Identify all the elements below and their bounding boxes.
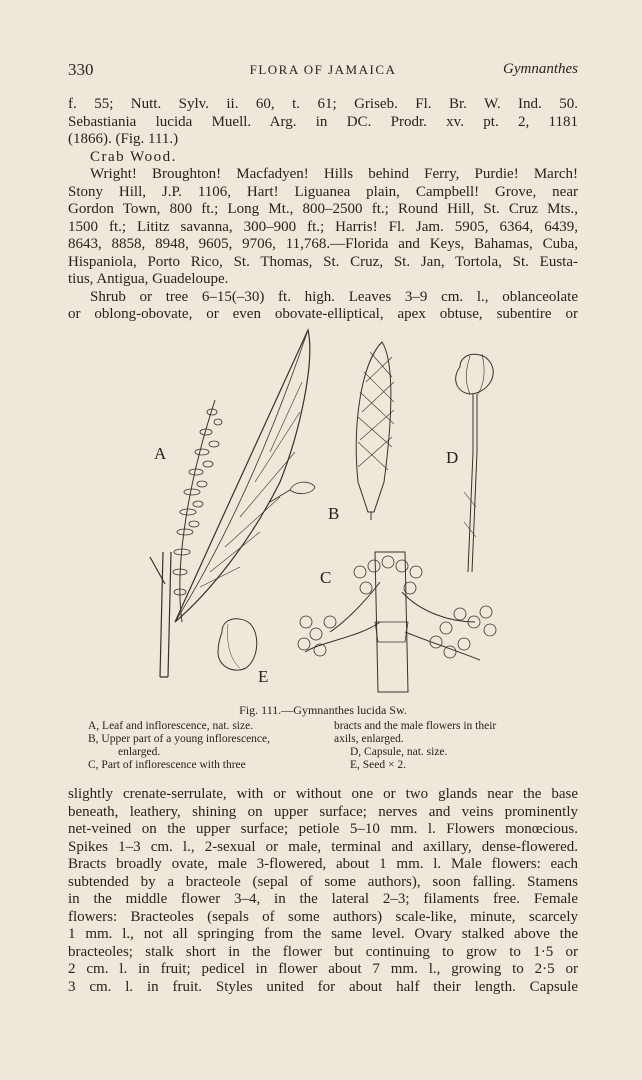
leaf-blade [175, 330, 310, 622]
text-line: Bracts broadly ovate, male 3-flowered, about 1 mm. l. Male flowers: each [68, 856, 578, 872]
capsule-d [456, 354, 494, 572]
text-line: Shrub or tree 6–15(–30) ft. high. Leaves 3–9 cm. l., oblanceolate [90, 288, 578, 305]
text-line: Sebastiania lucida Muell. Arg. in DC. Prodr. xv. pt. 2, 1181 [68, 113, 578, 130]
text-line: 3 cm. l. in fruit. Styles united for about half their length. Capsule [68, 978, 578, 995]
text-line: Hispaniola, Porto Rico, St. Thomas, St. Cruz, St. Jan, Tortola, St. Eusta- [68, 253, 578, 270]
text-line: 1 mm. l., not all springing from the same level. Ovary stalked above the [68, 926, 578, 942]
figure-label-b: B [328, 504, 340, 523]
twig-stem [160, 552, 171, 677]
legend-entry: axils, enlarged. [334, 733, 404, 745]
illustration-drawing [130, 322, 520, 702]
legend-entry: D, Capsule, nat. size. [350, 746, 448, 758]
legend-entry: enlarged. [118, 746, 161, 758]
text-line: net-veined on the upper surface; petiole 5–10 mm. l. Flowers monœcious. [68, 821, 578, 837]
legend-entry: C, Part of inflorescence with three [88, 759, 246, 771]
text-line: in the middle flower 3–4, in the lateral 2–3; filaments free. Female [68, 891, 578, 907]
text-line: Wright! Broughton! Macfadyen! Hills behind Ferry, Purdie! March! [90, 166, 578, 182]
capsule-small-a [270, 482, 315, 502]
text-line: Spikes 1–3 cm. l., 2-sexual or male, terminal and axillary, dense-flowered. [68, 838, 578, 855]
legend-entry: B, Upper part of a young inflorescence, [88, 733, 271, 745]
legend-left-column [88, 720, 323, 772]
text-line: 1500 ft.; Lititz savanna, 300–900 ft.; Harris! Fl. Jam. 5905, 6364, 6439, [68, 218, 578, 235]
text-line: slightly crenate-serrulate, with or without one or two glands near the base [68, 786, 578, 802]
text-line: f. 55; Nutt. Sylv. ii. 60, t. 61; Griseb. Fl. Br. W. Ind. 50. [68, 96, 578, 112]
running-title: FLORA OF JAMAICA [249, 62, 397, 77]
seed-e [218, 619, 257, 670]
inflorescence-a [180, 400, 215, 622]
legend-right-column [334, 720, 569, 772]
young-inflorescence-b [356, 342, 394, 520]
text-line: tius, Antigua, Guadeloupe. [68, 271, 229, 287]
text-block-top [68, 96, 578, 324]
text-line: or oblong-obovate, or even obovate-elliptical, apex obtuse, subentire or [68, 306, 578, 322]
legend-entry: A, Leaf and inflorescence, nat. size. [88, 720, 254, 732]
text-line: bracteoles; stalk short in the flower but continuing to grow to 1·5 or [68, 943, 578, 960]
common-name: Crab Wood. [90, 148, 177, 165]
text-line: subtended by a bracteole (sepal of some authors), soon falling. Stamens [68, 873, 578, 890]
page-header [68, 60, 578, 82]
figure-label-e: E [258, 667, 269, 686]
text-line: 2 cm. l. in fruit; pedicel in flower about 7 mm. l., growing to 2·5 or [68, 961, 578, 977]
figure-label-c: C [320, 568, 332, 587]
figure-caption: Fig. 111.—Gymnanthes lucida Sw. [239, 703, 407, 717]
text-block-bottom [68, 786, 578, 996]
running-genus: Gymnanthes [503, 61, 578, 77]
text-line: Gordon Town, 800 ft.; Long Mt., 800–2500 ft.; Round Hill, St. Cruz Mts., [68, 201, 578, 217]
text-line: 8643, 8858, 8948, 9605, 9706, 11,768.—Florida and Keys, Bahamas, Cuba, [68, 236, 578, 252]
text-line: beneath, leathery, shining on upper surface; nerves and veins prominently [68, 803, 578, 820]
text-line: flowers: Bracteoles (sepals of some authors) scale-like, minute, scarcely [68, 908, 578, 925]
legend-entry: bracts and the male flowers in their [334, 720, 497, 732]
text-line: (1866). (Fig. 111.) [68, 131, 179, 147]
page-number: 330 [68, 60, 94, 79]
text-line: Stony Hill, J.P. 1106, Hart! Liguanea plain, Campbell! Grove, near [68, 183, 578, 200]
figure-label-a: A [154, 444, 167, 463]
legend-entry: E, Seed × 2. [350, 759, 406, 771]
figure-label-d: D [446, 448, 459, 467]
botanical-illustration [130, 322, 520, 702]
